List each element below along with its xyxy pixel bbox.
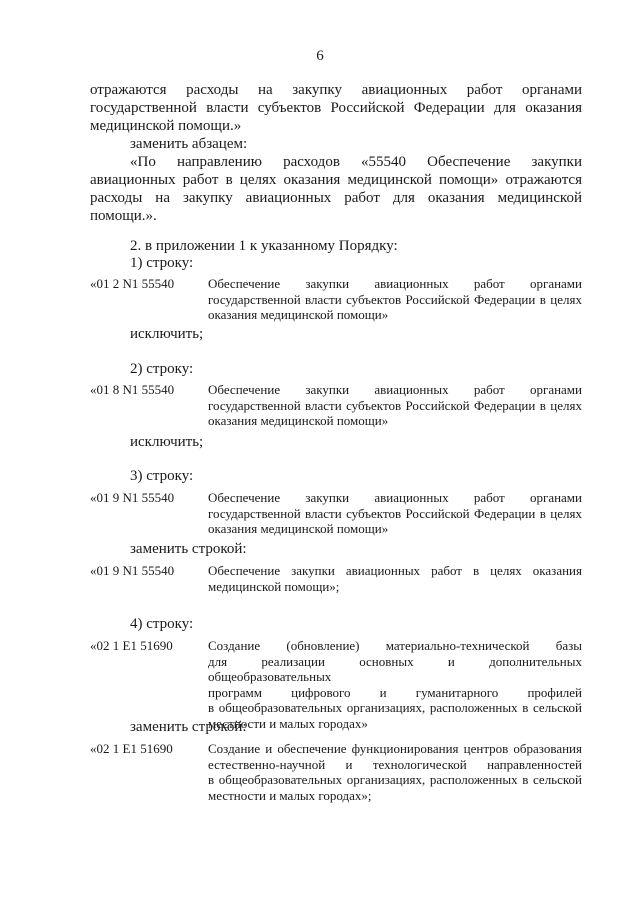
desc-line: местности и малых городах»	[208, 715, 368, 731]
text-line: помощи.».	[90, 208, 157, 224]
desc-line: Обеспечение закупки авиационных работ в целях оказания	[208, 563, 582, 578]
replace-paragraph-label: заменить абзацем:	[130, 136, 248, 152]
item-4-action: заменить строкой:	[130, 719, 247, 735]
desc-line: государственной власти субъектов Российской Федерации в целях	[208, 291, 582, 307]
desc-line: медицинской помощи»;	[208, 578, 340, 594]
desc-line: Создание (обновление) материально-технической базы	[208, 638, 582, 653]
item-4-label: 4) строку:	[130, 616, 194, 632]
item-2-action: исключить;	[130, 434, 204, 450]
desc-line: местности и малых городах»;	[208, 787, 372, 803]
desc-line: в общеобразовательных организациях, расположенных в сельской	[208, 772, 582, 787]
text-line: расходы на закупку авиационных работ для оказания медицинской	[90, 190, 582, 206]
item-3-action: заменить строкой:	[130, 541, 247, 557]
budget-code: «01 9 N1 55540	[90, 490, 175, 505]
item-1-action: исключить;	[130, 326, 204, 342]
text-line: авиационных работ в целях оказания медицинской помощи» отражаются	[90, 172, 582, 188]
desc-line: для реализации основных и дополнительных общеобразовательных	[208, 653, 582, 684]
text-line: государственной власти субъектов Российской Федерации для оказания	[90, 100, 582, 116]
budget-code: «01 9 N1 55540	[90, 563, 175, 578]
budget-description	[208, 490, 582, 537]
desc-line: государственной власти субъектов Российской Федерации в целях	[208, 505, 582, 521]
budget-code: «02 1 E1 51690	[90, 741, 173, 756]
budget-code: «02 1 E1 51690	[90, 638, 173, 653]
desc-line: Обеспечение закупки авиационных работ органами	[208, 490, 582, 505]
desc-line: оказания медицинской помощи»	[208, 413, 389, 428]
item-3-label: 3) строку:	[130, 468, 194, 484]
desc-line: Создание и обеспечение функционирования центров образования	[208, 741, 582, 756]
page-number: 6	[316, 48, 324, 64]
budget-code: «01 2 N1 55540	[90, 276, 175, 291]
desc-line: государственной власти субъектов Российской Федерации в целях	[208, 397, 582, 413]
budget-description	[208, 382, 582, 429]
budget-code: «01 8 N1 55540	[90, 382, 175, 397]
section-2-heading: 2. в приложении 1 к указанному Порядку:	[130, 238, 398, 254]
text-line: «По направлению расходов «55540 Обеспечение закупки	[130, 154, 582, 170]
desc-line: оказания медицинской помощи»	[208, 521, 389, 536]
desc-line: естественно-научной и технологической направленностей	[208, 756, 582, 772]
item-1-label: 1) строку:	[130, 255, 194, 271]
text-line: отражаются расходы на закупку авиационных работ органами	[90, 82, 582, 98]
budget-description	[208, 276, 582, 323]
desc-line: программ цифрового и гуманитарного профилей	[208, 684, 582, 700]
budget-description	[208, 741, 582, 803]
desc-line: Обеспечение закупки авиационных работ органами	[208, 382, 582, 397]
desc-line: Обеспечение закупки авиационных работ органами	[208, 276, 582, 291]
new-paragraph	[90, 153, 582, 225]
budget-description	[208, 563, 582, 594]
item-2-label: 2) строку:	[130, 361, 194, 377]
intro-paragraph	[90, 81, 582, 135]
desc-line: в общеобразовательных организациях, расположенных в сельской	[208, 700, 582, 715]
desc-line: оказания медицинской помощи»	[208, 307, 389, 322]
text-line: медицинской помощи.»	[90, 118, 242, 134]
